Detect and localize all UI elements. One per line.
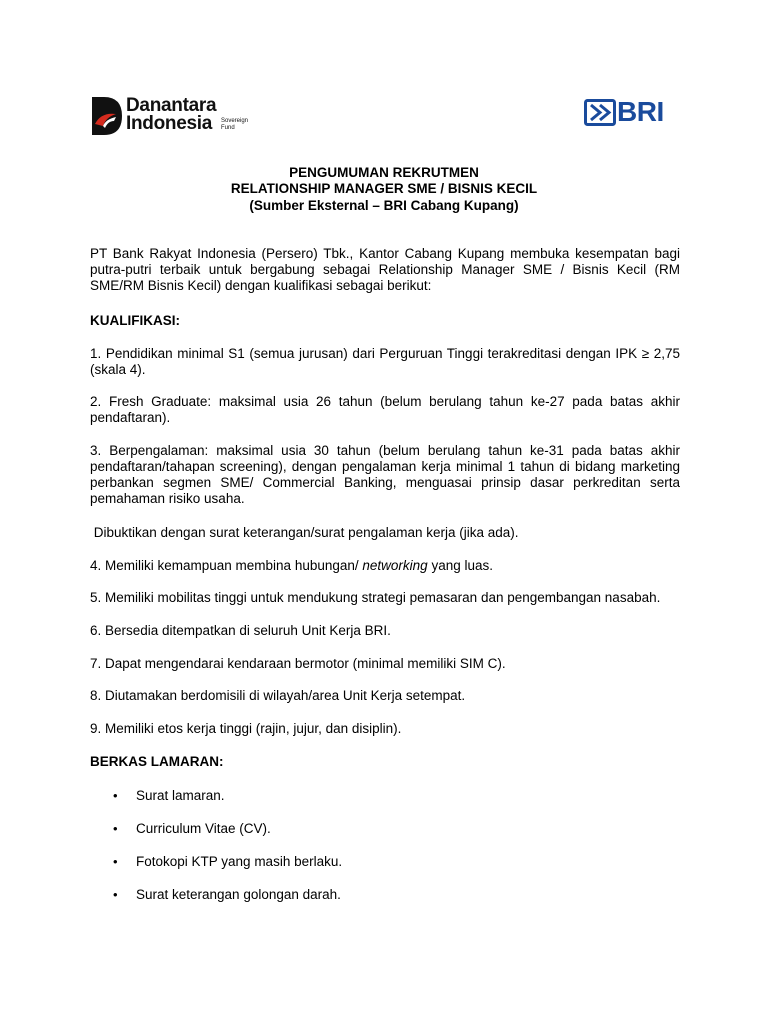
bullet-icon: • <box>113 887 118 902</box>
berkas-heading: BERKAS LAMARAN: <box>90 754 224 769</box>
berkas-item-2: Curriculum Vitae (CV). <box>136 821 271 836</box>
danantara-name-line2: Indonesia <box>126 113 212 134</box>
item4-text-before: 4. Memiliki kemampuan membina hubungan/ <box>90 558 363 573</box>
intro-paragraph: PT Bank Rakyat Indonesia (Persero) Tbk., Kantor Cabang Kupang membuka kesempatan bagi putra-putri terbaik untuk bergabung sebagai Relationship Manager SME / Bisnis Kecil (RM SME/RM Bisnis Kecil) dengan kualifikasi sebagai berikut: <box>90 246 680 293</box>
kualifikasi-item-9: 9. Memiliki etos kerja tinggi (rajin, jujur, dan disiplin). <box>90 721 402 736</box>
position-title: RELATIONSHIP MANAGER SME / BISNIS KECIL <box>230 181 538 196</box>
kualifikasi-item-7: 7. Dapat mengendarai kendaraan bermotor (minimal memiliki SIM C). <box>90 656 506 671</box>
kualifikasi-item-8: 8. Diutamakan berdomisili di wilayah/area Unit Kerja setempat. <box>90 688 466 703</box>
item4-emphasis: networking <box>362 558 428 573</box>
berkas-item-4: Surat keterangan golongan darah. <box>136 887 341 902</box>
kualifikasi-item-3: 3. Berpengalaman: maksimal usia 30 tahun (belum berulang tahun ke-31 pada batas akhir pendaftaran/tahapan screening), dengan pengalaman kerja minimal 1 tahun di bidang marketing perbankan segmen SME/ Commercial Banking, menguasai prinsip dasar perkreditan serta pemahaman risiko usaha. <box>90 443 680 506</box>
announcement-title: PENGUMUMAN REKRUTMEN <box>289 165 479 180</box>
berkas-item-1: Surat lamaran. <box>136 788 225 803</box>
bullet-icon: • <box>113 854 118 869</box>
bullet-icon: • <box>113 788 118 803</box>
danantara-name-line1: Danantara <box>126 95 217 116</box>
bri-logo-text: BRI <box>617 96 664 127</box>
kualifikasi-item-6: 6. Bersedia ditempatkan di seluruh Unit Kerja BRI. <box>90 623 391 638</box>
kualifikasi-item-4 <box>90 558 680 574</box>
kualifikasi-heading: KUALIFIKASI: <box>90 313 180 328</box>
kualifikasi-item-1: 1. Pendidikan minimal S1 (semua jurusan) dari Perguruan Tinggi terakreditasi dengan IPK ≥ 2,75 (skala 4). <box>90 346 680 377</box>
kualifikasi-item-3-note: Dibuktikan dengan surat keterangan/surat pengalaman kerja (jika ada). <box>90 525 519 540</box>
kualifikasi-item-2: 2. Fresh Graduate: maksimal usia 26 tahun (belum berulang tahun ke-27 pada batas akhir pendaftaran). <box>90 394 680 425</box>
danantara-logo <box>92 96 292 140</box>
source-subtitle: (Sumber Eksternal – BRI Cabang Kupang) <box>249 198 519 213</box>
kualifikasi-item-5: 5. Memiliki mobilitas tinggi untuk mendukung strategi pemasaran dan pengembangan nasabah. <box>90 590 661 605</box>
danantara-sub-line1: Sovereign <box>221 118 249 124</box>
bri-mark-icon <box>584 99 616 126</box>
item4-text-after: yang luas. <box>427 558 493 573</box>
danantara-mark-icon <box>92 97 122 135</box>
bri-logo <box>584 98 674 128</box>
danantara-sub-line2: Fund <box>221 125 235 131</box>
danantara-subtitle <box>221 118 248 132</box>
bullet-icon: • <box>113 821 118 836</box>
berkas-item-3: Fotokopi KTP yang masih berlaku. <box>136 854 343 869</box>
